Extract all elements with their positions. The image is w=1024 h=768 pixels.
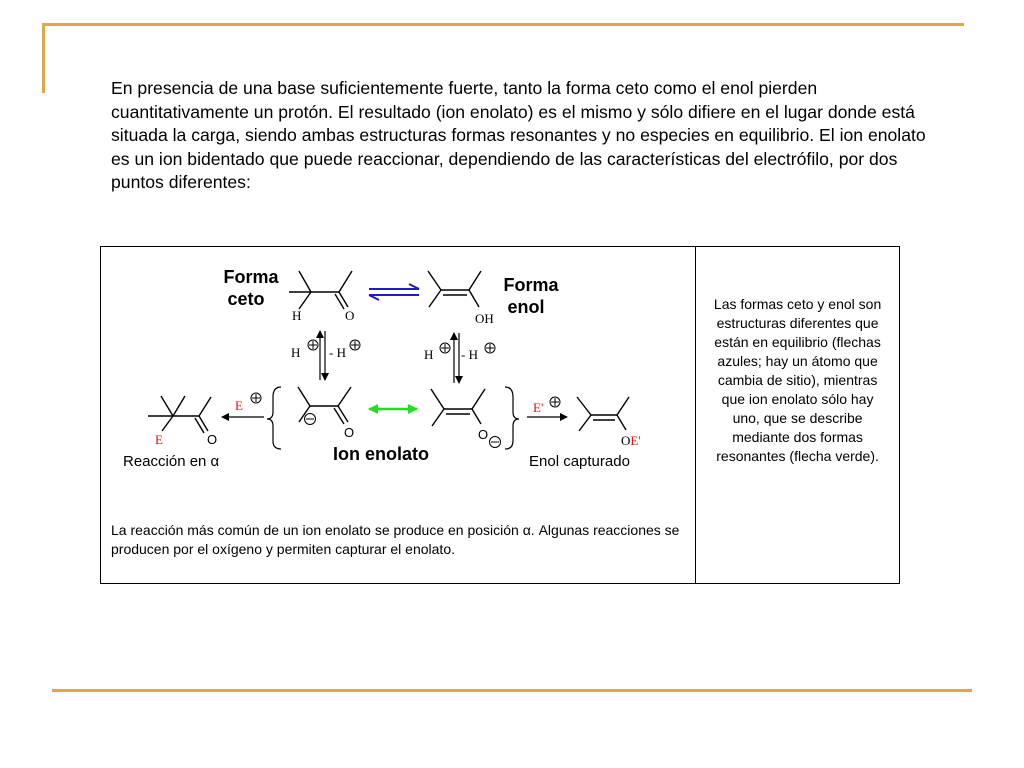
- alpha-reaction-label: Reacción en α: [123, 453, 220, 470]
- plus-charge-icon: [350, 340, 360, 350]
- alpha-product-structure: [148, 396, 211, 433]
- keto-enol-diagram: [101, 247, 696, 517]
- enolate-o-right: O: [478, 427, 489, 442]
- left-caption: La reacción más común de un ion enolato se produce en posición α. Algunas reacciones se producen por el oxígeno y permiten capturar el enolato.: [111, 522, 680, 557]
- trapped-enol-label: Enol capturado: [529, 453, 630, 470]
- keto-h-atom: H: [292, 308, 302, 323]
- proton-left-h: H: [291, 345, 301, 360]
- minus-charge-icon: [305, 414, 316, 425]
- trapped-enol-oe: OE': [621, 433, 641, 448]
- proton-right-minus-h: - H: [461, 347, 478, 362]
- enol-oh-group: OH: [475, 311, 494, 326]
- explanation-cell: [696, 247, 900, 584]
- enolate-label: Ion enolato: [333, 444, 429, 464]
- intro-paragraph: En presencia de una base suficientemente fuerte, tanto la forma ceto como el enol pierden cuantitativamente un protón. El resultado (ion enolato) es el mismo y sólo difiere en el lugar donde está situada la carga, siendo ambas estructuras formas resonantes y no especies en equilibrio. El ion enolato es un ion bidentado que puede reaccionar, dependiendo de las características del electrófilo, por dos puntos diferentes:: [111, 78, 926, 192]
- plus-charge-icon: [308, 340, 318, 350]
- diagram-cell: [101, 247, 696, 584]
- electrophile-e-label: E: [235, 398, 243, 413]
- right-brace: [505, 387, 519, 449]
- decorative-bottom-line: [52, 689, 972, 692]
- enolate-carbanion-structure: [298, 387, 351, 424]
- minus-charge-icon: [490, 437, 501, 448]
- plus-charge-icon: [550, 397, 560, 407]
- left-brace: [267, 387, 281, 449]
- keto-label-line2: ceto: [227, 289, 265, 309]
- enolate-alkoxide-structure: [431, 389, 485, 426]
- proton-right-h: H: [424, 347, 434, 362]
- alpha-product-o: O: [207, 432, 218, 447]
- plus-charge-icon: [485, 343, 495, 353]
- alpha-product-e: E: [155, 432, 163, 447]
- trapped-enol-structure: [577, 397, 629, 431]
- enol-label-line1: Forma: [503, 275, 559, 295]
- enolate-o-left: O: [344, 425, 355, 440]
- enol-structure: [428, 271, 481, 307]
- decorative-left-line: [42, 23, 45, 93]
- keto-o-atom: O: [345, 308, 355, 323]
- electrophile-e-prime-label: E': [533, 400, 544, 415]
- keto-label-line1: Forma: [223, 267, 279, 287]
- keto-structure: [289, 271, 352, 309]
- plus-charge-icon: [251, 393, 261, 403]
- explanation-text: Las formas ceto y enol son estructuras diferentes que están en equilibrio (flechas azules; hay un átomo que cambia de sitio), mientras que ion enolato sólo hay uno, que se describe mediante dos formas resonantes (flecha verde).: [713, 296, 882, 464]
- decorative-top-line: [42, 23, 964, 26]
- proton-left-minus-h: - H: [329, 345, 346, 360]
- enol-label-line2: enol: [507, 297, 545, 317]
- equilibrium-arrow: [369, 284, 419, 300]
- plus-charge-icon: [440, 343, 450, 353]
- content-table: [100, 246, 900, 584]
